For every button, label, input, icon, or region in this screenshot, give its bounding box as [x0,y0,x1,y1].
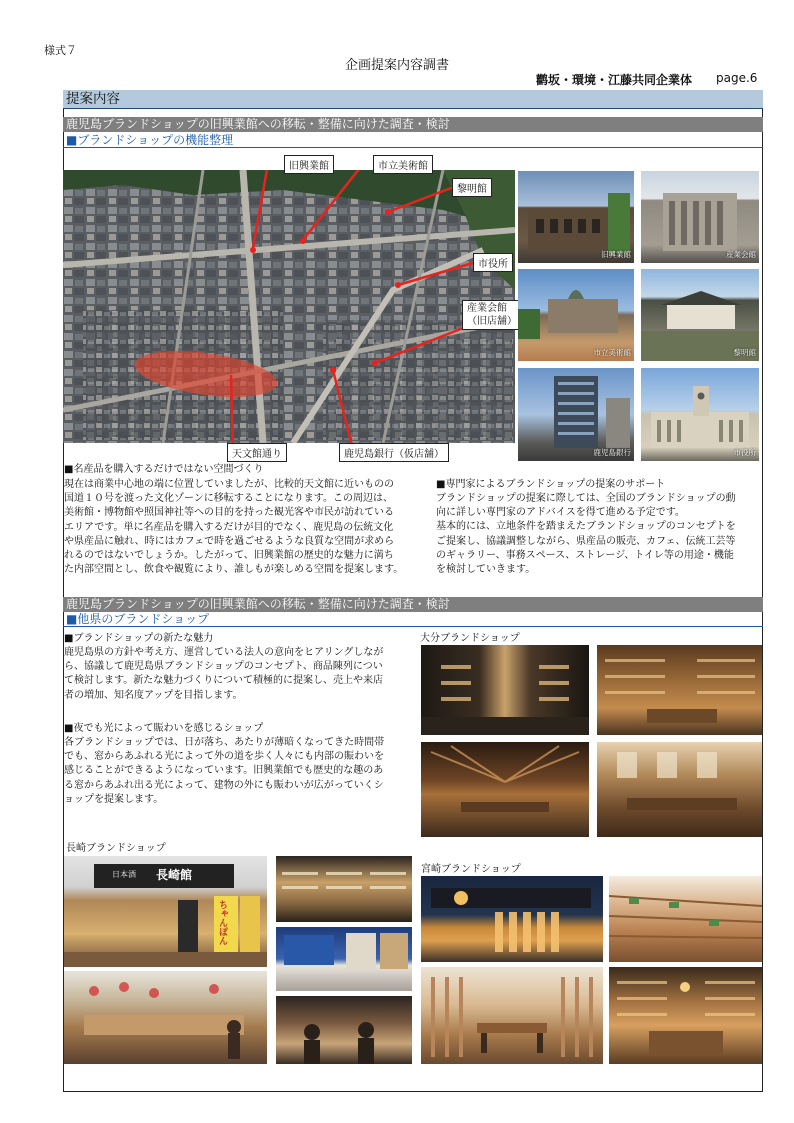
map-label-tenmonkan: 天文館通り [227,443,287,462]
photo-nagasaki-1 [64,856,267,967]
caption-kyukougyokan: 旧興業館 [601,250,631,259]
photo-nagasaki-3 [276,856,412,922]
photo-oita-2 [597,645,762,735]
caption-art-museum: 市立美術館 [593,348,631,357]
photo-oita-3 [421,742,589,837]
photo-miyazaki-4 [609,967,762,1064]
sangyo-kaikan-name: 産業会館 [467,303,507,314]
section1-left-heading: ■名産品を購入するだけではない空間づくり [64,464,264,475]
photo-kyukougyokan [518,171,634,263]
photo-art-museum [518,269,634,361]
photo-city-hall [641,368,759,461]
section2-bar: 鹿児島ブランドショップの旧興業館への移転・整備に向けた調査・検討 [63,597,763,612]
photo-miyazaki-2 [609,876,762,962]
main-heading: 提案内容 [63,90,763,109]
photo-oita-1 [421,645,589,735]
nagasaki-sign: 長崎館 [156,868,193,882]
section2-subheading: ■他県のブランドショップ [63,612,763,627]
photo-nagasaki-4 [276,927,412,991]
section2-p1-body: 鹿児島県の方針や考え方、運営している法人の意向をヒアリングしなが ら、協議して鹿児島県ブランドショップのコンセプト、商品陳列につい て検討します。新たな魅力づくりについて積極的に提案し、売上や来店 者の増加、知名度アップを目指します。 [64,647,384,701]
document-title: 企画提案内容調書 [344,58,449,73]
section1-bar: 鹿児島ブランドショップの旧興業館への移転・整備に向けた調査・検討 [63,117,763,132]
nagasaki-banner: ちゃんぽん [217,900,227,945]
section2-p1-heading: ■ブランドショップの新たな魅力 [64,633,214,644]
caption-reimeikan: 黎明館 [733,348,756,357]
miyazaki-shop-label: 宮崎ブランドショップ [421,864,521,875]
section2-p2-body: 各ブランドショップでは、日が落ち、あたりが薄暗くなってきた時間帯 でも、窓からあふれる光によって外の道を歩く人々にも内部の賑わいを 感じることができるようになっています。旧興業館でも歴史的な趣のあ る窓からあふれ出る光によって、建物の外にも賑わいが広がっていくシ ョップを提案します。 [64,737,385,805]
form-number: 様式７ [44,44,77,57]
photo-reimeikan [641,269,759,361]
photo-sangyo-kaikan [641,171,759,263]
photo-nagasaki-5 [276,996,412,1064]
photo-oita-4 [597,742,762,837]
map-label-sangyo-kaikan [462,300,522,330]
photo-kagoshima-bank [518,368,634,461]
photo-miyazaki-3 [421,967,603,1064]
nagasaki-shop-label: 長崎ブランドショップ [66,843,166,854]
caption-sangyo-kaikan: 産業会館 [726,250,756,259]
nagasaki-sign-small: 日本酒 [112,870,136,879]
page-number: page.6 [716,71,758,85]
caption-city-hall: 市役所 [733,448,756,457]
caption-kagoshima-bank: 鹿児島銀行 [593,448,631,457]
section1-subheading: ■ブランドショップの機能整理 [63,133,763,148]
photo-miyazaki-1 [421,876,603,962]
map-label-city-hall: 市役所 [473,253,513,272]
photo-nagasaki-2 [64,971,267,1064]
company-name: 鹳坂・環境・江藤共同企業体 [536,73,693,87]
map-label-reimeikan: 黎明館 [452,178,492,197]
section2-p2-heading: ■夜でも光によって賑わいを感じるショップ [64,723,264,734]
aerial-map [63,170,515,443]
oita-shop-label: 大分ブランドショップ [420,633,520,644]
map-label-art-museum: 市立美術館 [373,155,433,174]
sangyo-kaikan-note: （旧店舗） [467,316,517,327]
section1-right-heading: ■専門家によるブランドショップの提案のサポート [436,479,666,490]
map-label-kyukougyokan: 旧興業館 [284,155,334,174]
section1-left-body: 現在は商業中心地の端に位置していましたが、比較的天文館に近いものの 国道１０号を渡った文化ゾーンに移転することになります。この周辺は、 美術館・博物館や照国神社等への目的を持った観光客や市民が訪れている エリアです。単に名産品を購入するだけが目的でなく、鹿児島の伝統文化 や県産品に触れ、時にはカフェで時を過ごせるような良質な空間が求めら れるのではないでしょうか。したがって、旧興業館の歴史的な魅力に満ち た内部空間とし、飲食や観覧により、誰しもが楽しめる空間を提案します。 [64,479,404,576]
map-label-kagoshima-bank: 鹿児島銀行（仮店舗） [339,443,449,462]
section1-right-body: ブランドショップの提案に際しては、全国のブランドショップの動 向に詳しい専門家のアドバイスを得て進める予定です。 基本的には、立地条件を踏まえたブランドショップのコンセプトを ご提案し、協議調整しながら、県産品の販売、カフェ、伝統工芸等 のギャラリー、事務スペース、ストレージ、トイレ等の用途・機能 を検討していきます。 [436,493,736,576]
